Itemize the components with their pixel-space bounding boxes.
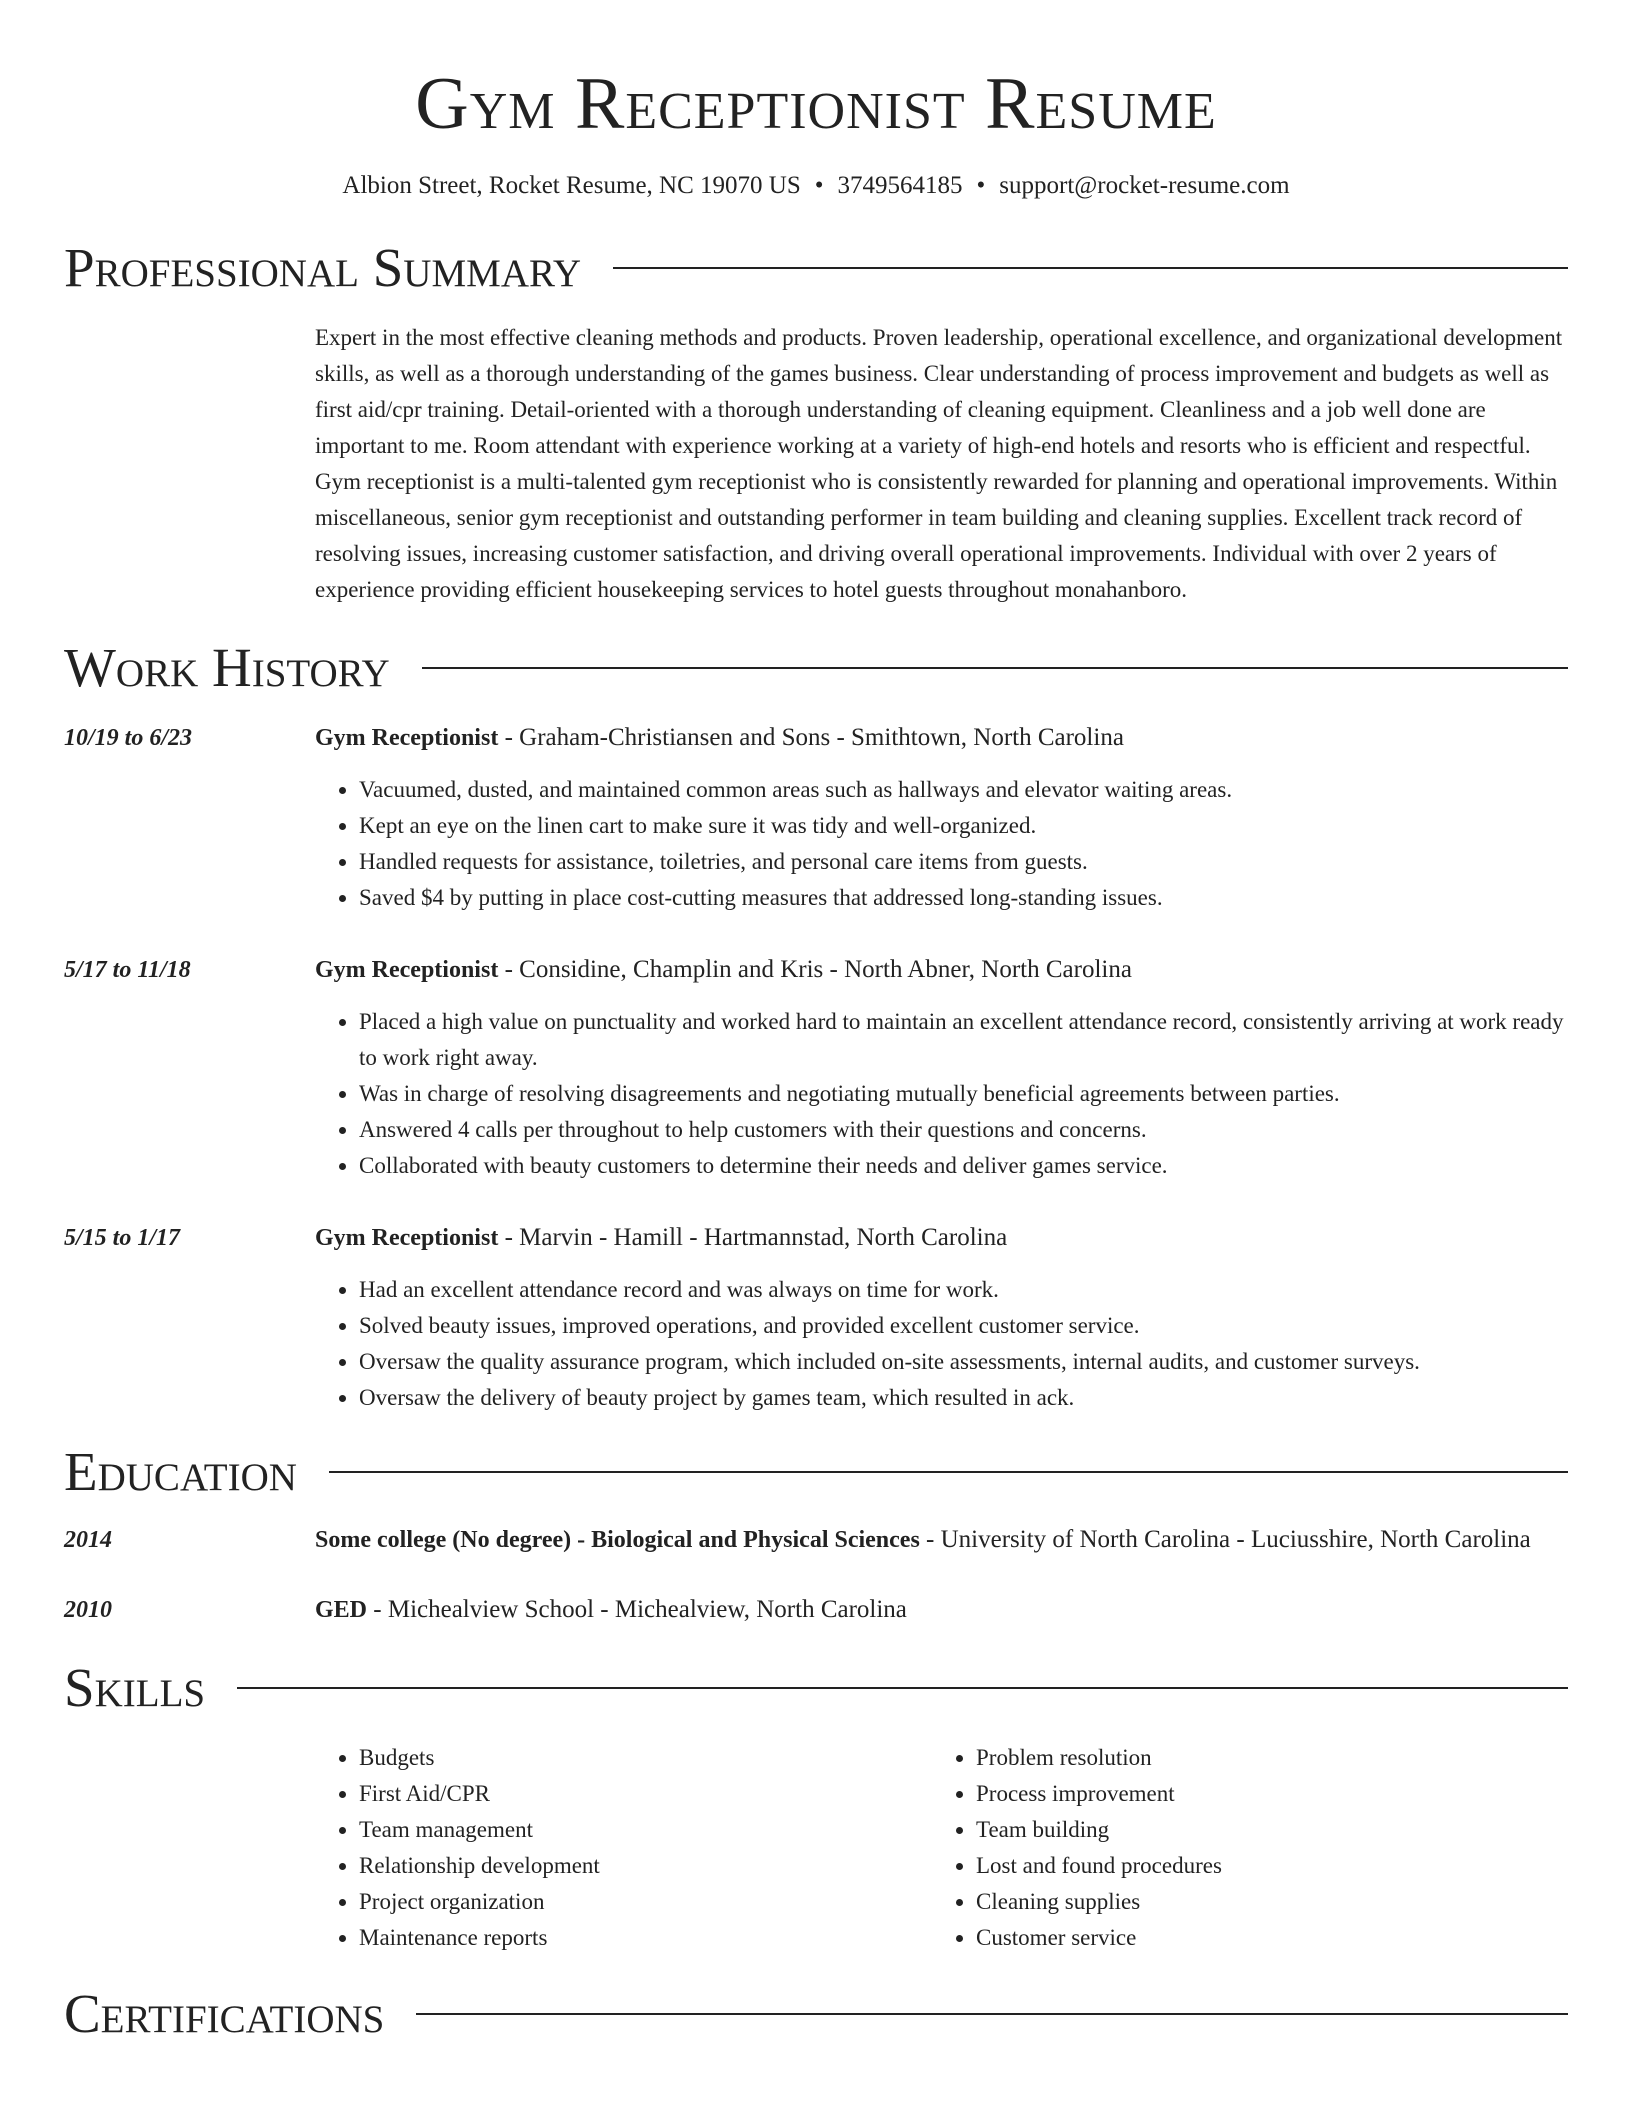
section-title: Professional Summary: [64, 237, 582, 298]
education-year: 2010: [64, 1597, 112, 1623]
contact-separator: •: [976, 172, 986, 199]
job-bullets: [315, 1272, 1568, 1416]
list-item: • Was in charge of resolving disagreements and negotiating mutually beneficial agreements between parties.: [359, 1076, 1568, 1112]
job-title: Gym Receptionist: [315, 1225, 499, 1251]
section-title: Education: [64, 1441, 297, 1502]
section-title: Skills: [64, 1657, 206, 1718]
job-bullets: [315, 772, 1568, 916]
education-info: [315, 1520, 1568, 1560]
skill-item: • Team management: [359, 1812, 932, 1848]
list-item: • Oversaw the quality assurance program, which included on-site assessments, internal audits, and customer surveys.: [359, 1344, 1568, 1380]
work-history-heading: [64, 638, 1568, 698]
list-item: • Placed a high value on punctuality and worked hard to maintain an excellent attendance record, consistently arriving at work ready to work right away.: [359, 1004, 1568, 1076]
list-item: • Vacuumed, dusted, and maintained common areas such as hallways and elevator waiting areas.: [359, 772, 1568, 808]
job-details: - Marvin - Hamill - Hartmannstad, North Carolina: [498, 1224, 1008, 1251]
job-title: Gym Receptionist: [315, 957, 499, 983]
skill-item: • First Aid/CPR: [359, 1776, 932, 1812]
list-item: • Answered 4 calls per throughout to help customers with their questions and concerns.: [359, 1112, 1568, 1148]
skill-item: • Project organization: [359, 1884, 932, 1920]
contact-line: [64, 170, 1568, 202]
skill-item: • Customer service: [976, 1920, 1549, 1956]
education-entry: [64, 1520, 1568, 1560]
education-degree: GED: [315, 1597, 368, 1623]
skill-item: • Lost and found procedures: [976, 1848, 1549, 1884]
section-rule: [613, 267, 1568, 269]
job-dates: 5/15 to 1/17: [64, 1225, 181, 1251]
education-degree: Some college (No degree) - Biological and Physical Sciences: [315, 1527, 920, 1553]
education-info: [315, 1590, 1568, 1630]
education-heading: [64, 1442, 1568, 1502]
list-item: • Kept an eye on the linen cart to make sure it was tidy and well-organized.: [359, 808, 1568, 844]
contact-phone: 3749564185: [837, 172, 963, 199]
skills-list: [315, 1740, 1568, 1956]
job-entry: [64, 950, 1568, 1184]
skill-item: • Maintenance reports: [359, 1920, 932, 1956]
job-details: - Considine, Champlin and Kris - North Abner, North Carolina: [498, 956, 1132, 983]
section-rule: [329, 1471, 1568, 1473]
skill-item: • Cleaning supplies: [976, 1884, 1549, 1920]
job-entry: [64, 718, 1568, 916]
list-item: • Handled requests for assistance, toiletries, and personal care items from guests.: [359, 844, 1568, 880]
education-year: 2014: [64, 1527, 112, 1553]
education-details: - Michealview School - Michealview, North Carolina: [367, 1596, 907, 1623]
job-info: [315, 1218, 1568, 1258]
contact-separator: •: [814, 172, 824, 199]
education-details: - University of North Carolina - Luciusshire, North Carolina: [919, 1526, 1531, 1553]
job-bullets: [315, 1004, 1568, 1184]
job-details: - Graham-Christiansen and Sons - Smithtown, North Carolina: [498, 724, 1124, 751]
next-section-heading: [64, 1984, 1568, 2044]
job-header: [64, 1218, 1568, 1258]
skill-item: • Relationship development: [359, 1848, 932, 1884]
skills-heading: [64, 1658, 1568, 1718]
skill-item: • Process improvement: [976, 1776, 1549, 1812]
summary-heading: [64, 238, 1568, 298]
education-entry: [64, 1590, 1568, 1630]
skills-column-right: [932, 1740, 1549, 1956]
job-title: Gym Receptionist: [315, 725, 499, 751]
skill-item: • Budgets: [359, 1740, 932, 1776]
job-header: [64, 718, 1568, 758]
job-info: [315, 718, 1568, 758]
job-header: [64, 950, 1568, 990]
skills-column-left: [315, 1740, 932, 1956]
summary-text: Expert in the most effective cleaning methods and products. Proven leadership, operational excellence, and organizational development skills, as well as a thorough understanding of the games business. Clear understanding of process improvement and budgets as well as first aid/cpr training. Detail-oriented with a thorough understanding of cleaning equipment. Cleanliness and a job well done are important to me. Room attendant with experience working at a variety of high-end hotels and resorts who is efficient and respectful. Gym receptionist is a multi-talented gym receptionist who is consistently rewarded for planning and operational improvements. Within miscellaneous, senior gym receptionist and outstanding performer in team building and cleaning supplies. Excellent track record of resolving issues, increasing customer satisfaction, and driving overall operational improvements. Individual with over 2 years of experience providing efficient housekeeping services to hotel guests throughout monahanboro.: [315, 325, 1563, 602]
section-title: Work History: [64, 637, 390, 698]
contact-address: Albion Street, Rocket Resume, NC 19070 US: [342, 172, 801, 199]
job-dates: 10/19 to 6/23: [64, 725, 193, 751]
skill-item: • Team building: [976, 1812, 1549, 1848]
list-item: • Oversaw the delivery of beauty project by games team, which resulted in ack.: [359, 1380, 1568, 1416]
list-item: • Collaborated with beauty customers to determine their needs and deliver games service.: [359, 1148, 1568, 1184]
job-dates: 5/17 to 11/18: [64, 957, 191, 983]
list-item: • Saved $4 by putting in place cost-cutting measures that addressed long-standing issues.: [359, 880, 1568, 916]
list-item: • Had an excellent attendance record and was always on time for work.: [359, 1272, 1568, 1308]
job-info: [315, 950, 1568, 990]
contact-email: support@rocket-resume.com: [999, 172, 1290, 199]
section-rule: [237, 1687, 1568, 1689]
resume-page: [64, 0, 1568, 2044]
page-title: Gym Receptionist Resume: [415, 63, 1217, 145]
job-entry: [64, 1218, 1568, 1416]
section-title: Certifications: [64, 1983, 385, 2044]
section-rule: [416, 2013, 1568, 2015]
list-item: • Solved beauty issues, improved operations, and provided excellent customer service.: [359, 1308, 1568, 1344]
section-rule: [422, 667, 1568, 669]
skill-item: • Problem resolution: [976, 1740, 1549, 1776]
